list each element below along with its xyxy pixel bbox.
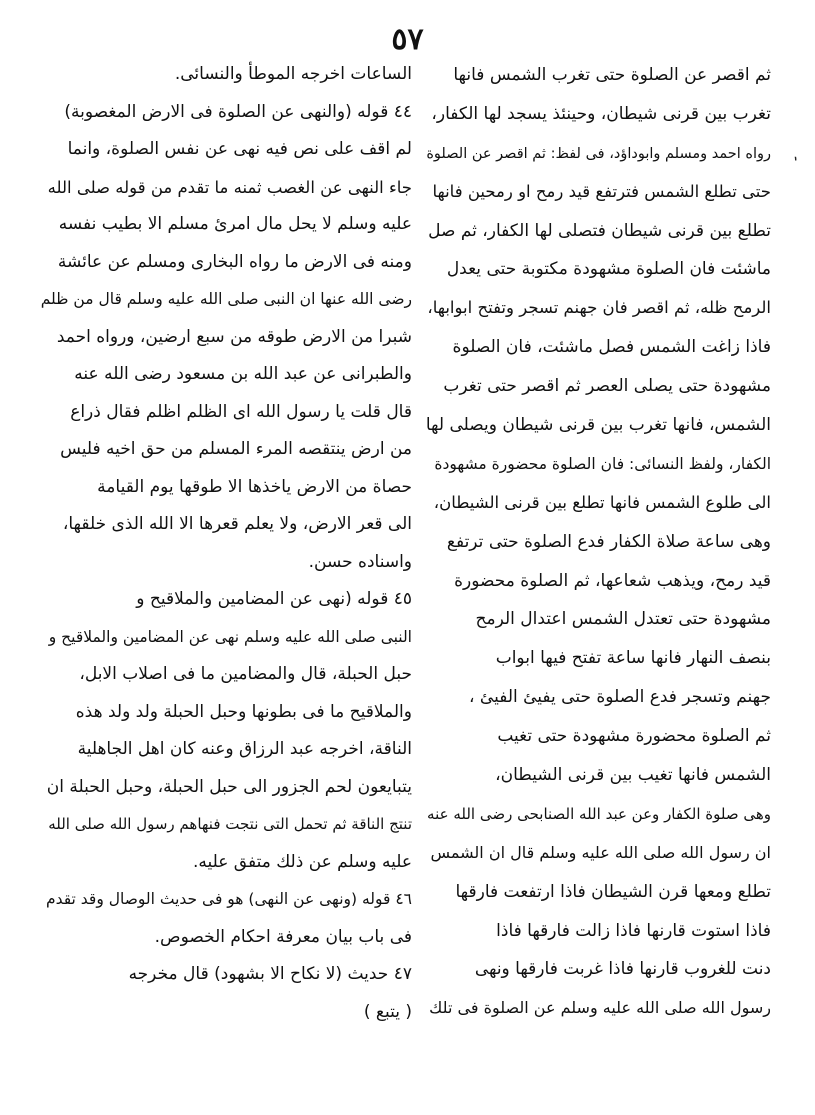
line-text: واسناده حسن. xyxy=(308,551,412,572)
text-line xyxy=(40,244,412,282)
line-text: تنتج الناقة ثم تحمل التى نتجت فنهاهم رسول الله صلى الله xyxy=(48,815,412,833)
line-text: ماشئت فان الصلوة مشهودة مكتوبة حتى يعدل xyxy=(446,259,771,280)
line-text: تطلع ومعها قرن الشيطان فاذا ارتفعت فارقها xyxy=(455,881,771,902)
text-line xyxy=(40,581,412,619)
text-line xyxy=(425,523,771,562)
line-text: ثم اقصر عن الصلوة حتى تغرب الشمس فانها xyxy=(453,65,771,85)
line-text: لم اقف على نص فيه نهى عن نفس الصلوة، وانما xyxy=(67,139,412,159)
text-line xyxy=(40,656,412,694)
left-text-column xyxy=(40,56,412,1031)
text-line xyxy=(40,356,412,394)
text-line xyxy=(425,445,771,484)
text-line xyxy=(40,394,412,432)
text-line xyxy=(425,212,771,251)
line-text: الناقة، اخرجه عبد الرزاق وعنه كان اهل الجاهلية xyxy=(77,739,412,759)
line-text: الساعات اخرجه الموطأ والنسائى. xyxy=(174,64,412,84)
text-line xyxy=(425,406,771,445)
line-text: مشهودة حتى تعتدل الشمس اعتدال الرمح xyxy=(475,609,771,630)
text-line xyxy=(425,795,771,834)
text-line xyxy=(40,769,412,807)
text-line xyxy=(425,600,771,639)
text-line xyxy=(425,367,771,406)
text-line xyxy=(40,281,412,319)
text-line xyxy=(425,173,771,212)
line-text: قيد رمح، ويذهب شعاعها، ثم الصلوة محضورة xyxy=(454,570,771,591)
line-text: شبرا من الارض طوقه من سبع ارضين، ورواه احمد xyxy=(56,326,412,347)
text-line xyxy=(425,56,771,95)
text-line xyxy=(40,131,412,169)
line-text: عليه وسلم عن ذلك متفق عليه. xyxy=(192,851,412,872)
line-text: رسول الله صلى الله عليه وسلم عن الصلوة فى تلك xyxy=(429,998,771,1018)
text-line xyxy=(40,206,412,244)
line-text: وهى ساعة صلاة الكفار فدع الصلوة حتى ترتفع xyxy=(446,531,771,552)
line-text: تطلع بين قرنى شيطان فتصلى لها الكفار، ثم صل xyxy=(428,220,771,241)
line-text: دنت للغروب قارنها فاذا غربت فارقها ونهى xyxy=(474,959,771,980)
text-line xyxy=(40,56,412,94)
line-text: رواه احمد ومسلم وابوداؤد، فى لفظ: ثم اقصر عن الصلوة xyxy=(426,145,771,162)
line-text: تغرب بين قرنى شيطان، وحينئذ يسجد لها الكفار، xyxy=(431,103,771,124)
line-text: النبى صلى الله عليه وسلم نهى عن المضامين والملاقيح و xyxy=(48,627,412,646)
text-line xyxy=(425,250,771,289)
text-line xyxy=(425,717,771,756)
text-line xyxy=(40,319,412,357)
line-text: مشهودة حتى يصلى العصر ثم اقصر حتى تغرب xyxy=(443,376,771,397)
text-line xyxy=(425,134,771,173)
line-text: الشمس فانها تغيب بين قرنى الشيطان، xyxy=(495,765,771,786)
line-text: ان رسول الله صلى الله عليه وسلم قال ان الشمس xyxy=(430,842,771,862)
line-text: من ارض ينتقصه المرء المسلم من حق اخيه فليس xyxy=(60,439,412,459)
text-line xyxy=(40,544,412,582)
text-line xyxy=(40,694,412,732)
text-line xyxy=(40,881,412,919)
line-text: الشمس، فانها تغرب بين قرنى شيطان ويصلى لها xyxy=(425,415,771,436)
line-text: فاذا استوت قارنها فاذا زالت فارقها فاذا xyxy=(496,920,771,941)
line-text: عليه وسلم لا يحل مال امرئ مسلم الا بطيب نفسه xyxy=(58,214,412,234)
line-text: ومنه فى الارض ما رواه البخارى ومسلم عن عائشة xyxy=(57,251,412,272)
line-text: يتبايعون لحم الجزور الى حبل الحبلة، وحبل الحبلة ان xyxy=(46,776,412,797)
text-line xyxy=(425,562,771,601)
text-line xyxy=(425,484,771,523)
line-text: رضى الله عنها ان النبى صلى الله عليه وسلم قال من ظلم xyxy=(40,290,412,308)
text-line xyxy=(425,95,771,134)
text-line xyxy=(425,873,771,912)
text-line xyxy=(425,289,771,328)
text-line xyxy=(40,506,412,544)
line-text: الكفار، ولفظ النسائى: فان الصلوة محضورة مشهودة xyxy=(434,454,771,473)
line-text: فى باب بيان معرفة احكام الخصوص. xyxy=(154,926,412,947)
text-line xyxy=(40,619,412,657)
text-line xyxy=(425,639,771,678)
line-text: والطبرانى عن عبد الله بن مسعود رضى الله عنه xyxy=(74,364,412,384)
right-text-column xyxy=(425,56,771,1028)
text-line xyxy=(425,912,771,951)
line-text: بنصف النهار فانها ساعة تفتح فيها ابواب xyxy=(495,648,771,669)
text-line xyxy=(40,919,412,957)
line-text: وهى صلوة الكفار وعن عبد الله الصنابحى رضى الله عنه xyxy=(427,804,771,823)
text-line xyxy=(40,169,412,207)
text-line xyxy=(425,834,771,873)
line-text: الرمح ظله، ثم اقصر فان جهنم تسجر وتفتح ابوابها، xyxy=(427,298,771,318)
line-text: الى طلوع الشمس فانها تطلع بين قرنى الشيطان، xyxy=(433,492,771,512)
page-number: ٥٧ xyxy=(391,22,424,57)
line-text: ثم الصلوة محضورة مشهودة حتى تغيب xyxy=(497,726,771,747)
text-line xyxy=(40,844,412,882)
line-text: حبل الحبلة، قال والمضامين ما فى اصلاب الابل، xyxy=(79,664,412,684)
text-line xyxy=(40,994,412,1032)
text-line xyxy=(425,328,771,367)
line-text: فاذا زاغت الشمس فصل ماشئت، فان الصلوة xyxy=(452,337,771,358)
text-line xyxy=(425,950,771,989)
line-text: حصاة من الارض ياخذها الا طوقها يوم القيامة xyxy=(97,476,412,497)
column-divider xyxy=(418,62,419,982)
line-text: والملاقيح ما فى بطونها وحبل الحبلة ولد ولد هذه xyxy=(75,701,412,722)
text-line xyxy=(40,956,412,994)
text-line xyxy=(425,756,771,795)
text-line xyxy=(40,94,412,132)
line-text: قال قلت يا رسول الله اى الظلم اظلم فقال ذراع xyxy=(70,401,412,422)
text-line xyxy=(40,431,412,469)
line-text: جهنم وتسجر فدع الصلوة حتى يفيئ الفيئ ، xyxy=(469,687,771,708)
line-text: ٤٥ قوله (نهى عن المضامين والملاقيح و xyxy=(136,589,412,609)
line-text: ٤٤ قوله (والنهى عن الصلوة فى الارض المغصوبة) xyxy=(64,101,412,122)
line-text: ٤٧ حديث (لا نكاح الا بشهود) قال مخرجه xyxy=(128,964,412,984)
text-line xyxy=(40,731,412,769)
line-text: حتى تطلع الشمس فترتفع قيد رمح او رمحين فانها xyxy=(432,181,771,201)
text-line xyxy=(425,678,771,717)
line-text: ٤٦ قوله (ونهى عن النهى) هو فى حديث الوصال وقد تقدم xyxy=(45,890,412,908)
line-text: ( يتبع ) xyxy=(363,1001,412,1022)
text-line xyxy=(40,469,412,507)
line-text: جاء النهى عن الغصب ثمنه ما تقدم من قوله صلى الله xyxy=(47,177,412,197)
text-line xyxy=(425,989,771,1028)
line-text: الى قعر الارض، ولا يعلم قعرها الا الله الذى خلقها، xyxy=(62,514,412,534)
text-line xyxy=(40,806,412,844)
